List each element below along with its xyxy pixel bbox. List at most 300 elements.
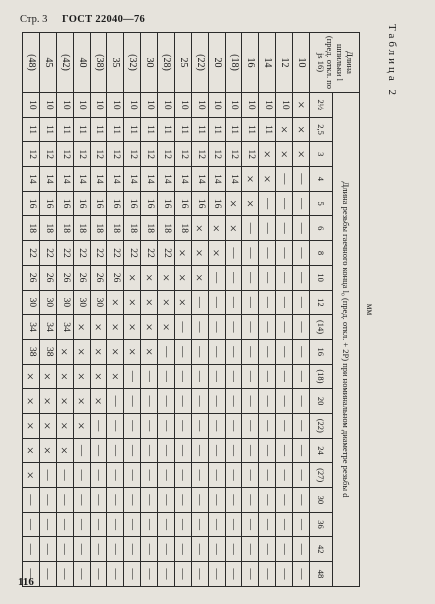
value-cell: 18 [124, 216, 141, 241]
dash-cell: — [293, 488, 310, 513]
dash-cell: — [276, 537, 293, 562]
dash-cell: — [191, 315, 208, 340]
cross-mark-cell: × [124, 339, 141, 364]
dash-cell: — [107, 413, 124, 438]
value-cell: 12 [158, 142, 175, 167]
cross-mark-cell: × [73, 413, 90, 438]
dash-cell: — [259, 290, 276, 315]
value-cell: 22 [90, 241, 107, 266]
dash-cell: — [276, 167, 293, 192]
length-cell: 25 [175, 33, 192, 93]
dash-cell: — [293, 315, 310, 340]
table-header-row [333, 33, 360, 587]
cross-mark-cell: × [90, 315, 107, 340]
dash-cell: — [276, 364, 293, 389]
value-cell: 16 [40, 191, 57, 216]
dash-cell: — [124, 488, 141, 513]
dash-cell: — [158, 562, 175, 587]
value-cell: 22 [107, 241, 124, 266]
value-cell: 11 [90, 117, 107, 142]
value-cell: 10 [23, 93, 40, 118]
dash-cell: — [191, 290, 208, 315]
value-cell: 11 [56, 117, 73, 142]
dash-cell: — [158, 389, 175, 414]
cross-mark-cell: × [90, 364, 107, 389]
dash-cell: — [293, 339, 310, 364]
value-cell: 11 [225, 117, 242, 142]
dash-cell: — [259, 265, 276, 290]
value-cell: 22 [73, 241, 90, 266]
dash-cell: — [175, 562, 192, 587]
value-cell: 12 [56, 142, 73, 167]
dash-cell: — [141, 413, 158, 438]
dash-cell: — [276, 389, 293, 414]
cross-mark-cell: × [23, 438, 40, 463]
dash-cell: — [40, 488, 57, 513]
dash-cell: — [90, 512, 107, 537]
dash-cell: — [23, 537, 40, 562]
dash-cell: — [124, 413, 141, 438]
dash-cell: — [158, 438, 175, 463]
value-cell: 12 [73, 142, 90, 167]
table-row [23, 33, 40, 587]
diameter-header: 24 [310, 438, 333, 463]
cross-mark-cell: × [23, 463, 40, 488]
value-cell: 14 [23, 167, 40, 192]
dash-cell: — [259, 315, 276, 340]
value-cell: 16 [158, 191, 175, 216]
dash-cell: — [191, 562, 208, 587]
cross-mark-cell: × [73, 364, 90, 389]
dash-cell: — [276, 438, 293, 463]
value-cell: 11 [124, 117, 141, 142]
dash-cell: — [191, 389, 208, 414]
cross-mark-cell: × [107, 315, 124, 340]
value-cell: 11 [141, 117, 158, 142]
length-cell: (38) [90, 33, 107, 93]
dash-cell: — [141, 364, 158, 389]
dash-cell: — [90, 438, 107, 463]
dash-cell: — [175, 537, 192, 562]
dash-cell: — [242, 216, 259, 241]
dash-cell: — [124, 537, 141, 562]
cross-mark-cell: × [175, 265, 192, 290]
dash-cell: — [107, 512, 124, 537]
dash-cell: — [175, 364, 192, 389]
value-cell: 10 [107, 93, 124, 118]
dash-cell: — [73, 463, 90, 488]
dash-cell: — [90, 537, 107, 562]
cross-mark-cell: × [124, 315, 141, 340]
cross-mark-cell: × [40, 413, 57, 438]
dash-cell: — [191, 413, 208, 438]
length-cell: 40 [73, 33, 90, 93]
value-cell: 10 [259, 93, 276, 118]
table-row [225, 33, 242, 587]
value-cell: 22 [141, 241, 158, 266]
dash-cell: — [293, 438, 310, 463]
cross-mark-cell: × [158, 290, 175, 315]
dash-cell: — [208, 438, 225, 463]
value-cell: 10 [73, 93, 90, 118]
value-cell: 34 [56, 315, 73, 340]
value-cell: 16 [23, 191, 40, 216]
value-cell: 10 [90, 93, 107, 118]
cross-mark-cell: × [208, 241, 225, 266]
table-row [276, 33, 293, 587]
value-cell: 11 [158, 117, 175, 142]
cross-mark-cell: × [107, 290, 124, 315]
dash-cell: — [259, 488, 276, 513]
cross-mark-cell: × [23, 389, 40, 414]
value-cell: 14 [208, 167, 225, 192]
value-cell: 10 [175, 93, 192, 118]
dash-cell: — [107, 438, 124, 463]
unit-label: мм [365, 303, 375, 316]
dash-cell: — [293, 389, 310, 414]
cross-mark-cell: × [107, 364, 124, 389]
value-cell: 22 [124, 241, 141, 266]
dash-cell: — [225, 488, 242, 513]
page-label: Стр. 3 [20, 14, 48, 25]
dash-cell: — [225, 339, 242, 364]
length-cell: 20 [208, 33, 225, 93]
cross-mark-cell: × [73, 389, 90, 414]
dash-cell: — [259, 339, 276, 364]
dash-cell: — [225, 315, 242, 340]
dash-cell: — [56, 562, 73, 587]
dash-cell: — [293, 216, 310, 241]
value-cell: 18 [40, 216, 57, 241]
dash-cell: — [158, 339, 175, 364]
value-cell: 14 [73, 167, 90, 192]
value-cell: 14 [124, 167, 141, 192]
dash-cell: — [208, 488, 225, 513]
diameter-header: (18) [310, 364, 333, 389]
dash-cell: — [107, 562, 124, 587]
length-cell: 12 [276, 33, 293, 93]
dash-cell: — [259, 241, 276, 266]
standard-number: ГОСТ 22040—76 [61, 14, 146, 25]
dash-cell: — [259, 537, 276, 562]
dash-cell: — [242, 290, 259, 315]
diameter-header: 5 [310, 191, 333, 216]
value-cell: 22 [23, 241, 40, 266]
value-cell: 10 [56, 93, 73, 118]
cross-mark-cell: × [175, 241, 192, 266]
cross-mark-cell: × [23, 413, 40, 438]
dash-cell: — [208, 413, 225, 438]
dash-cell: — [293, 413, 310, 438]
dash-cell: — [56, 488, 73, 513]
page-header [20, 14, 145, 25]
value-cell: 10 [191, 93, 208, 118]
dash-cell: — [242, 488, 259, 513]
value-cell: 10 [208, 93, 225, 118]
dash-cell: — [242, 413, 259, 438]
dash-cell: — [242, 463, 259, 488]
diameter-header: (27) [310, 463, 333, 488]
dash-cell: — [276, 216, 293, 241]
value-cell: 18 [158, 216, 175, 241]
value-cell: 10 [225, 93, 242, 118]
cross-mark-cell: × [40, 364, 57, 389]
dash-cell: — [225, 562, 242, 587]
value-cell: 16 [73, 191, 90, 216]
value-cell: 16 [208, 191, 225, 216]
dash-cell: — [208, 290, 225, 315]
dash-cell: — [191, 463, 208, 488]
dash-cell: — [158, 364, 175, 389]
dash-cell: — [90, 488, 107, 513]
value-cell: 12 [208, 142, 225, 167]
diameter-header: 12 [310, 290, 333, 315]
table-row [293, 33, 310, 587]
value-cell: 14 [225, 167, 242, 192]
cross-mark-cell: × [293, 117, 310, 142]
value-cell: 18 [90, 216, 107, 241]
value-cell: 26 [107, 265, 124, 290]
value-cell: 34 [23, 315, 40, 340]
dash-cell: — [208, 512, 225, 537]
dash-cell: — [259, 413, 276, 438]
cross-mark-cell: × [56, 339, 73, 364]
length-cell: (42) [56, 33, 73, 93]
dash-cell: — [293, 537, 310, 562]
dash-cell: — [242, 562, 259, 587]
value-cell: 10 [276, 93, 293, 118]
dash-cell: — [175, 512, 192, 537]
dash-cell: — [73, 488, 90, 513]
dash-cell: — [158, 488, 175, 513]
page-number: 116 [18, 576, 34, 588]
dash-cell: — [175, 389, 192, 414]
dash-cell: — [208, 537, 225, 562]
value-cell: 14 [191, 167, 208, 192]
dash-cell: — [124, 463, 141, 488]
value-cell: 26 [73, 265, 90, 290]
dash-cell: — [175, 413, 192, 438]
cross-mark-cell: × [225, 191, 242, 216]
dash-cell: — [73, 438, 90, 463]
dash-cell: — [158, 512, 175, 537]
value-cell: 18 [73, 216, 90, 241]
dash-cell: — [225, 537, 242, 562]
value-cell: 16 [107, 191, 124, 216]
cross-mark-cell: × [56, 389, 73, 414]
value-cell: 38 [40, 339, 57, 364]
value-cell: 12 [124, 142, 141, 167]
dash-cell: — [208, 339, 225, 364]
table-caption: Таблица 2 [386, 24, 398, 99]
dash-cell: — [242, 389, 259, 414]
cross-mark-cell: × [242, 191, 259, 216]
dash-cell: — [259, 191, 276, 216]
dash-cell: — [175, 488, 192, 513]
value-cell: 14 [158, 167, 175, 192]
length-cell: (32) [124, 33, 141, 93]
diameter-header: 20 [310, 389, 333, 414]
value-cell: 10 [124, 93, 141, 118]
value-cell: 30 [90, 290, 107, 315]
dash-cell: — [90, 413, 107, 438]
dash-cell: — [23, 562, 40, 587]
cross-mark-cell: × [56, 364, 73, 389]
table-row [175, 33, 192, 587]
dash-cell: — [293, 463, 310, 488]
dash-cell: — [141, 438, 158, 463]
dash-cell: — [276, 512, 293, 537]
thread-length-group-header: Длина резьбы гаечного конца l₀ (пред. откл. + 2P) при номинальном диаметре резьбы d [333, 93, 360, 587]
value-cell: 12 [107, 142, 124, 167]
cross-mark-cell: × [107, 339, 124, 364]
value-cell: 30 [23, 290, 40, 315]
dash-cell: — [56, 537, 73, 562]
value-cell: 18 [107, 216, 124, 241]
cross-mark-cell: × [208, 216, 225, 241]
dash-cell: — [293, 562, 310, 587]
cross-mark-cell: × [242, 167, 259, 192]
length-cell: 10 [293, 33, 310, 93]
value-cell: 10 [141, 93, 158, 118]
dash-cell: — [225, 290, 242, 315]
dash-cell: — [191, 512, 208, 537]
dash-cell: — [107, 463, 124, 488]
cross-mark-cell: × [191, 265, 208, 290]
length-cell: (28) [158, 33, 175, 93]
dash-cell: — [141, 389, 158, 414]
dash-cell: — [259, 562, 276, 587]
value-cell: 16 [141, 191, 158, 216]
cross-mark-cell: × [276, 117, 293, 142]
dash-cell: — [293, 167, 310, 192]
diameter-header: 16 [310, 339, 333, 364]
value-cell: 11 [40, 117, 57, 142]
dash-cell: — [141, 463, 158, 488]
dash-cell: — [191, 488, 208, 513]
value-cell: 14 [56, 167, 73, 192]
value-cell: 10 [40, 93, 57, 118]
dash-cell: — [107, 537, 124, 562]
dash-cell: — [141, 562, 158, 587]
value-cell: 14 [107, 167, 124, 192]
dash-cell: — [259, 512, 276, 537]
value-cell: 12 [90, 142, 107, 167]
dash-cell: — [141, 512, 158, 537]
dash-cell: — [107, 488, 124, 513]
dash-cell: — [242, 241, 259, 266]
dash-cell: — [242, 512, 259, 537]
value-cell: 26 [23, 265, 40, 290]
cross-mark-cell: × [56, 438, 73, 463]
cross-mark-cell: × [40, 438, 57, 463]
diameter-header: 10 [310, 265, 333, 290]
dash-cell: — [276, 241, 293, 266]
dash-cell: — [191, 537, 208, 562]
value-cell: 16 [56, 191, 73, 216]
cross-mark-cell: × [141, 290, 158, 315]
dash-cell: — [242, 438, 259, 463]
value-cell: 26 [40, 265, 57, 290]
value-cell: 30 [40, 290, 57, 315]
value-cell: 10 [158, 93, 175, 118]
dash-cell: — [124, 389, 141, 414]
dash-cell: — [40, 537, 57, 562]
dash-cell: — [208, 562, 225, 587]
value-cell: 12 [191, 142, 208, 167]
diameter-header: (22) [310, 413, 333, 438]
cross-mark-cell: × [225, 216, 242, 241]
length-cell: 35 [107, 33, 124, 93]
dash-cell: — [124, 438, 141, 463]
dash-cell: — [276, 562, 293, 587]
diameter-header: 3 [310, 142, 333, 167]
length-cell: 45 [40, 33, 57, 93]
dash-cell: — [242, 315, 259, 340]
value-cell: 11 [107, 117, 124, 142]
dash-cell: — [40, 512, 57, 537]
value-cell: 26 [56, 265, 73, 290]
value-cell: 16 [191, 191, 208, 216]
value-cell: 10 [242, 93, 259, 118]
dash-cell: — [90, 463, 107, 488]
value-cell: 22 [40, 241, 57, 266]
dash-cell: — [23, 512, 40, 537]
dash-cell: — [208, 389, 225, 414]
diameter-header: 8 [310, 241, 333, 266]
dash-cell: — [276, 463, 293, 488]
diameter-header: 4 [310, 167, 333, 192]
diameter-header: (14) [310, 315, 333, 340]
value-cell: 16 [175, 191, 192, 216]
dash-cell: — [141, 488, 158, 513]
diameter-header: 30 [310, 488, 333, 513]
value-cell: 38 [23, 339, 40, 364]
length-cell: 16 [242, 33, 259, 93]
value-cell: 18 [141, 216, 158, 241]
dash-cell: — [225, 241, 242, 266]
value-cell: 11 [191, 117, 208, 142]
dash-cell: — [259, 216, 276, 241]
value-cell: 14 [40, 167, 57, 192]
value-cell: 30 [73, 290, 90, 315]
dash-cell: — [293, 364, 310, 389]
cross-mark-cell: × [191, 216, 208, 241]
dash-cell: — [242, 339, 259, 364]
dash-cell: — [73, 512, 90, 537]
value-cell: 18 [175, 216, 192, 241]
table-row [158, 33, 175, 587]
cross-mark-cell: × [293, 93, 310, 118]
dash-cell: — [191, 438, 208, 463]
dash-cell: — [276, 265, 293, 290]
value-cell: 16 [90, 191, 107, 216]
value-cell: 22 [158, 241, 175, 266]
cross-mark-cell: × [158, 265, 175, 290]
diameter-header: 6 [310, 216, 333, 241]
length-column-header: Длина шпильки l (пред. откл. по js 16) [310, 33, 360, 93]
cross-mark-cell: × [73, 339, 90, 364]
table-row [124, 33, 141, 587]
length-cell: (18) [225, 33, 242, 93]
length-cell: 14 [259, 33, 276, 93]
dash-cell: — [191, 339, 208, 364]
dash-cell: — [225, 389, 242, 414]
dash-cell: — [225, 438, 242, 463]
cross-mark-cell: × [90, 389, 107, 414]
cross-mark-cell: × [124, 265, 141, 290]
table-row [141, 33, 158, 587]
